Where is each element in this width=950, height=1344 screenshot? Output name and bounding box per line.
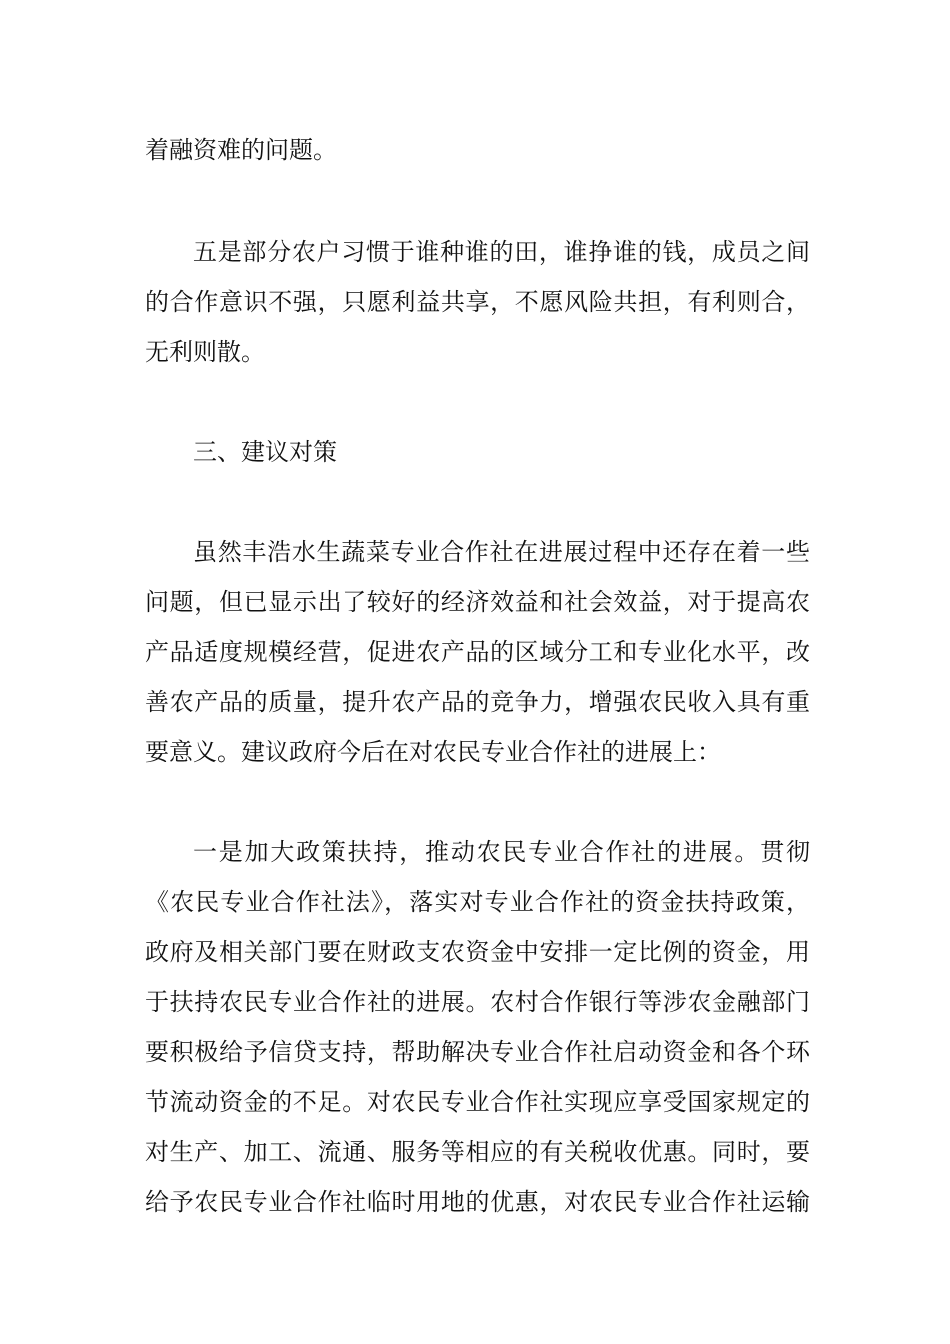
text-line: 政府及相关部门要在财政支农资金中安排一定比例的资金，用 [145, 938, 810, 966]
text-line: 节流动资金的不足。对农民专业合作社实现应享受国家规定的 [145, 1088, 810, 1116]
text-line: 给予农民专业合作社临时用地的优惠，对农民专业合作社运输 [145, 1188, 810, 1216]
text-line: 产品适度规模经营，促进农产品的区域分工和专业化水平，改 [145, 638, 810, 666]
text-line: 无利则散。 [145, 338, 265, 366]
text-line: 虽然丰浩水生蔬菜专业合作社在进展过程中还存在着一些 [193, 538, 810, 566]
text-line: 问题，但已显示出了较好的经济效益和社会效益，对于提高农 [145, 588, 810, 616]
text-line: 要意义。建议政府今后在对农民专业合作社的进展上： [145, 738, 721, 766]
section-heading: 三、建议对策 [193, 438, 337, 466]
text-line: 一是加大政策扶持，推动农民专业合作社的进展。贯彻 [193, 838, 810, 866]
text-line: 对生产、加工、流通、服务等相应的有关税收优惠。同时，要 [145, 1138, 810, 1166]
text-line: 的合作意识不强，只愿利益共享，不愿风险共担，有利则合， [145, 288, 810, 316]
text-line: 善农产品的质量，提升农产品的竞争力，增强农民收入具有重 [145, 688, 810, 716]
text-line: 着融资难的问题。 [145, 136, 337, 164]
text-line: 要积极给予信贷支持，帮助解决专业合作社启动资金和各个环 [145, 1038, 810, 1066]
text-line: 五是部分农户习惯于谁种谁的田，谁挣谁的钱，成员之间 [193, 238, 810, 266]
text-line: 于扶持农民专业合作社的进展。农村合作银行等涉农金融部门 [145, 988, 810, 1016]
text-line: 《农民专业合作社法》，落实对专业合作社的资金扶持政策， [145, 888, 810, 916]
